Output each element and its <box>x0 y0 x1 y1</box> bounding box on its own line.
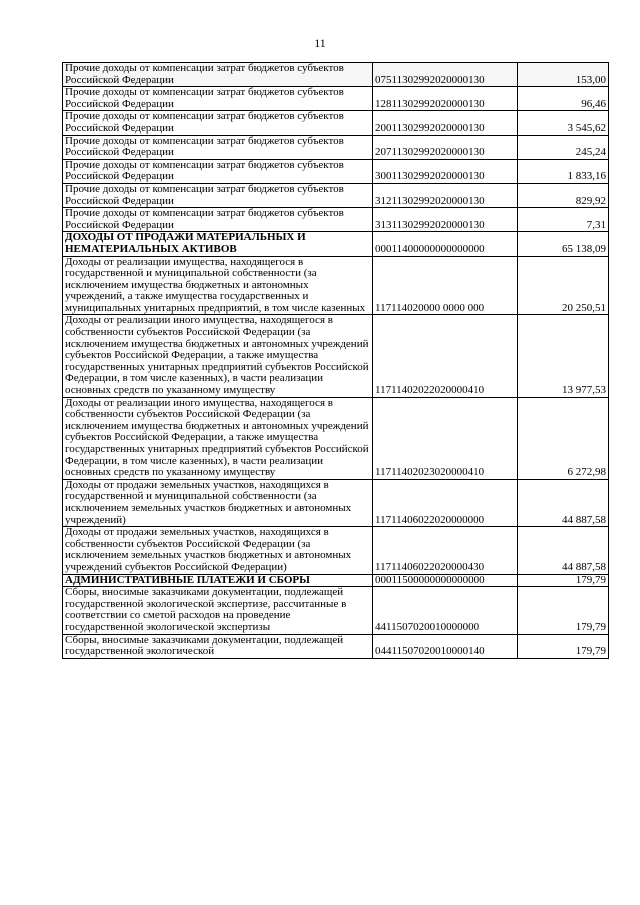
amount-cell: 6 272,98 <box>518 397 609 479</box>
amount-cell: 65 138,09 <box>518 232 609 256</box>
amount-cell: 829,92 <box>518 183 609 207</box>
name-cell: Доходы от реализации иного имущества, находящегося в собственности субъектов Российской Федерации (за исключением имущества бюджетных и автономных учреждений субъектов Российской Федерации, а также имущества государственных унитарных предприятий субъектов Российской Федерации, в том числе казенных), в части реализации основных средств по указанному имуществу <box>63 397 373 479</box>
amount-cell: 245,24 <box>518 135 609 159</box>
amount-cell: 3 545,62 <box>518 111 609 135</box>
amount-cell: 179,79 <box>518 574 609 587</box>
amount-cell: 1 833,16 <box>518 159 609 183</box>
table-row <box>63 87 609 111</box>
table-body <box>63 63 609 659</box>
table-row <box>63 315 609 397</box>
amount-cell: 13 977,53 <box>518 315 609 397</box>
table-row <box>63 111 609 135</box>
name-cell: Прочие доходы от компенсации затрат бюджетов субъектов Российской Федерации <box>63 63 373 87</box>
amount-cell: 153,00 <box>518 63 609 87</box>
name-cell: Прочие доходы от компенсации затрат бюджетов субъектов Российской Федерации <box>63 183 373 207</box>
table-row <box>63 587 609 634</box>
table-row <box>63 574 609 587</box>
name-cell: Прочие доходы от компенсации затрат бюджетов субъектов Российской Федерации <box>63 87 373 111</box>
name-cell: Прочие доходы от компенсации затрат бюджетов субъектов Российской Федерации <box>63 111 373 135</box>
table-row <box>63 256 609 315</box>
code-cell: 11711402022020000410 <box>373 315 518 397</box>
table-row <box>63 183 609 207</box>
code-cell: 117114020000 0000 000 <box>373 256 518 315</box>
table-row <box>63 634 609 658</box>
code-cell: 00011500000000000000 <box>373 574 518 587</box>
code-cell: 31211302992020000130 <box>373 183 518 207</box>
name-cell: Прочие доходы от компенсации затрат бюджетов субъектов Российской Федерации <box>63 159 373 183</box>
code-cell: 00011400000000000000 <box>373 232 518 256</box>
name-cell: Сборы, вносимые заказчиками документации, подлежащей государственной экологической <box>63 634 373 658</box>
code-cell: 20011302992020000130 <box>373 111 518 135</box>
table-row <box>63 527 609 574</box>
amount-cell: 179,79 <box>518 587 609 634</box>
name-cell: АДМИНИСТРАТИВНЫЕ ПЛАТЕЖИ И СБОРЫ <box>63 574 373 587</box>
code-cell: 04411507020010000140 <box>373 634 518 658</box>
name-cell: Доходы от продажи земельных участков, находящихся в собственности субъектов Российской Федерации (за исключением земельных участков бюджетных и автономных учреждений субъектов Российской Федерации) <box>63 527 373 574</box>
name-cell: Доходы от реализации имущества, находящегося в государственной и муниципальной собственности (за исключением имущества бюджетных и автономных учреждений, а также имущества государственных и муниципальных унитарных предприятий, в том числе казенных <box>63 256 373 315</box>
table-row <box>63 135 609 159</box>
code-cell: 4411507020010000000 <box>373 587 518 634</box>
page-number: 11 <box>314 36 326 50</box>
name-cell: ДОХОДЫ ОТ ПРОДАЖИ МАТЕРИАЛЬНЫХ И НЕМАТЕРИАЛЬНЫХ АКТИВОВ <box>63 232 373 256</box>
table-row <box>63 159 609 183</box>
table-row <box>63 63 609 87</box>
amount-cell: 44 887,58 <box>518 479 609 526</box>
code-cell: 11711402023020000410 <box>373 397 518 479</box>
name-cell: Доходы от реализации иного имущества, находящегося в собственности субъектов Российской Федерации (за исключением имущества бюджетных и автономных учреждений субъектов Российской Федерации, а также имущества государственных унитарных предприятий субъектов Российской Федерации, в том числе казенных), в части реализации основных средств по указанному имуществу <box>63 315 373 397</box>
table-row <box>63 208 609 232</box>
name-cell: Доходы от продажи земельных участков, находящихся в государственной и муниципальной собственности (за исключением земельных участков бюджетных и автономных учреждений) <box>63 479 373 526</box>
code-cell: 31311302992020000130 <box>373 208 518 232</box>
amount-cell: 96,46 <box>518 87 609 111</box>
code-cell: 11711406022020000430 <box>373 527 518 574</box>
amount-cell: 179,79 <box>518 634 609 658</box>
code-cell: 30011302992020000130 <box>373 159 518 183</box>
code-cell: 11711406022020000000 <box>373 479 518 526</box>
amount-cell: 20 250,51 <box>518 256 609 315</box>
code-cell: 12811302992020000130 <box>373 87 518 111</box>
revenue-table <box>62 62 609 659</box>
code-cell: 20711302992020000130 <box>373 135 518 159</box>
amount-cell: 7,31 <box>518 208 609 232</box>
name-cell: Прочие доходы от компенсации затрат бюджетов субъектов Российской Федерации <box>63 135 373 159</box>
code-cell: 07511302992020000130 <box>373 63 518 87</box>
table-row <box>63 232 609 256</box>
table-row <box>63 397 609 479</box>
table-row <box>63 479 609 526</box>
name-cell: Сборы, вносимые заказчиками документации, подлежащей государственной экологической экспертизе, рассчитанные в соответствии со сметой расходов на проведение государственной экологической экспертизы <box>63 587 373 634</box>
amount-cell: 44 887,58 <box>518 527 609 574</box>
name-cell: Прочие доходы от компенсации затрат бюджетов субъектов Российской Федерации <box>63 208 373 232</box>
